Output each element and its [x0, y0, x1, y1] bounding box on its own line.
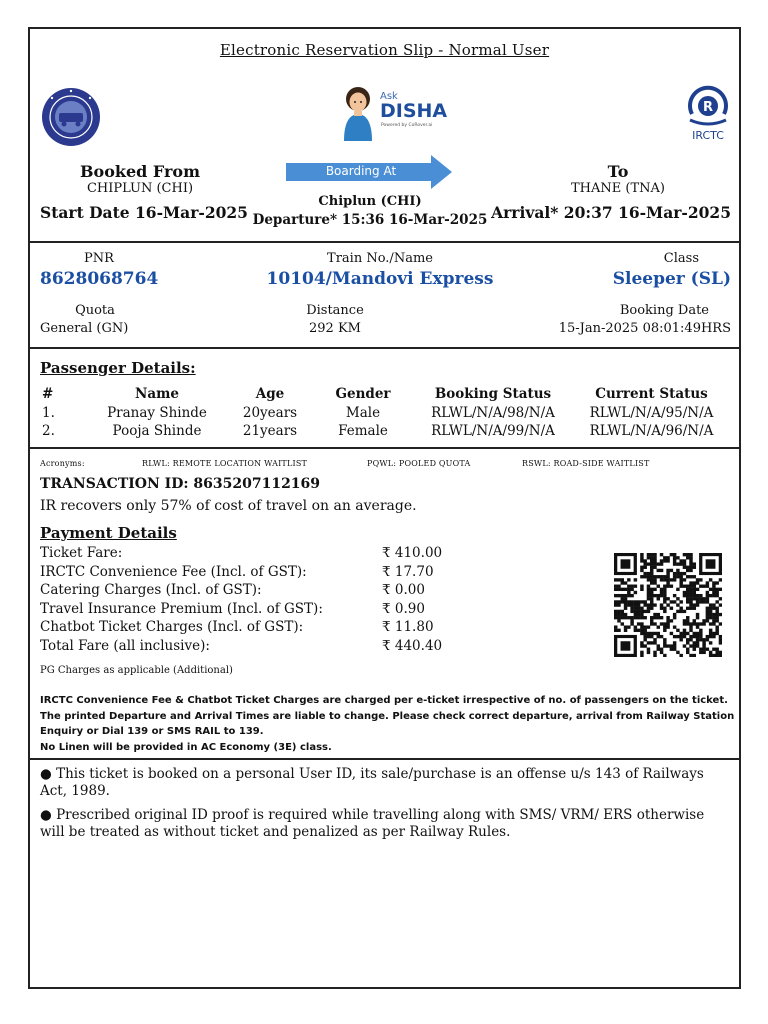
to-heading: To	[607, 162, 629, 181]
table-row	[40, 422, 735, 440]
distance-label: Distance	[306, 303, 364, 318]
disha-ask-text: Ask	[380, 91, 398, 102]
from-station: CHIPLUN (CHI)	[86, 181, 194, 196]
irctc-logo-text: IRCTC	[692, 129, 724, 142]
current-status: RLWL/N/A/95/N/A	[589, 405, 714, 421]
divider	[30, 347, 739, 349]
fare-value: ₹ 0.90	[382, 600, 425, 617]
class-value: Sleeper (SL)	[612, 269, 731, 289]
fare-label: Total Fare (all inclusive):	[40, 637, 210, 654]
fare-label: Travel Insurance Premium (Incl. of GST):	[40, 600, 323, 617]
acronym-rswl: RSWL: ROAD-SIDE WAITLIST	[522, 459, 650, 468]
fare-label: Chatbot Ticket Charges (Incl. of GST):	[40, 619, 304, 636]
distance-value: 292 KM	[309, 321, 361, 336]
cost-recovery-note: IR recovers only 57% of cost of travel on an average.	[40, 498, 417, 514]
column-header: #	[42, 386, 54, 402]
disha-logo	[338, 85, 458, 141]
svg-text:R: R	[702, 100, 714, 115]
passenger-gender: Male	[345, 405, 381, 421]
divider	[30, 447, 739, 449]
divider	[30, 758, 739, 760]
disha-name-text: DISHA	[380, 100, 448, 122]
departure-time: Departure* 15:36 16-Mar-2025	[252, 212, 488, 228]
booking-status: RLWL/N/A/99/N/A	[431, 423, 555, 439]
payment-heading: Payment Details	[40, 524, 177, 542]
pg-charges-note: PG Charges as applicable (Additional)	[40, 665, 233, 676]
passenger-heading: Passenger Details:	[40, 359, 196, 377]
fare-row	[40, 581, 442, 600]
table-row	[40, 404, 735, 422]
passenger-number: 2.	[42, 423, 55, 439]
train-label: Train No./Name	[327, 251, 433, 266]
footer-bullet: ● Prescribed original ID proof is required while travelling along with SMS/ VRM/ ERS otherwise will be treated as without ticket and penalized as per Railway Rules.	[40, 807, 705, 840]
column-header: Name	[135, 386, 179, 402]
passenger-age: 20years	[242, 405, 298, 421]
divider	[30, 241, 739, 243]
footer-bullet: ● This ticket is booked on a personal User ID, its sale/purchase is an offense u/s 143 of Railways Act, 1989.	[40, 766, 704, 799]
booking-date-value: 15-Jan-2025 08:01:49HRS	[558, 321, 731, 336]
column-header: Age	[255, 386, 285, 402]
fare-label: Catering Charges (Incl. of GST):	[40, 582, 262, 599]
fare-row	[40, 637, 442, 656]
class-label: Class	[663, 251, 699, 266]
from-heading: Booked From	[80, 162, 200, 181]
pnr-label: PNR	[84, 251, 114, 266]
quota-value: General (GN)	[40, 321, 129, 336]
booking-date-label: Booking Date	[619, 303, 709, 318]
fare-row	[40, 563, 442, 582]
passenger-name: Pranay Shinde	[107, 405, 207, 421]
fare-value: ₹ 11.80	[382, 619, 434, 636]
passenger-table	[40, 384, 735, 440]
slip-title: Electronic Reservation Slip - Normal User	[219, 41, 550, 59]
current-status: RLWL/N/A/96/N/A	[589, 423, 714, 439]
to-station: THANE (TNA)	[571, 181, 665, 196]
note-line: IRCTC Convenience Fee & Chatbot Ticket Charges are charged per e-ticket irrespective of no. of passengers on the ticket.	[40, 695, 728, 706]
irctc-logo	[680, 84, 736, 144]
indian-railways-emblem	[40, 86, 102, 148]
boarding-arrow-label: Boarding At	[325, 164, 397, 178]
fare-row	[40, 600, 442, 619]
start-date: Start Date 16-Mar-2025	[40, 203, 248, 222]
booking-status: RLWL/N/A/98/N/A	[431, 405, 555, 421]
disha-avatar-icon	[338, 85, 378, 141]
note-line: Enquiry or Dial 139 or SMS RAIL to 139.	[40, 726, 264, 737]
note-line: The printed Departure and Arrival Times are liable to change. Please check correct departure, arrival from Railway Station	[40, 711, 735, 722]
passenger-number: 1.	[42, 405, 55, 421]
column-header: Current Status	[595, 386, 708, 402]
arrival-time: Arrival* 20:37 16-Mar-2025	[491, 203, 731, 222]
fare-value: ₹ 0.00	[382, 582, 425, 599]
passenger-age: 21years	[242, 423, 298, 439]
fare-value: ₹ 17.70	[382, 563, 434, 580]
pnr-value: 8628068764	[40, 269, 159, 289]
boarding-arrow	[286, 155, 452, 189]
fare-label: IRCTC Convenience Fee (Incl. of GST):	[40, 563, 307, 580]
fare-label: Ticket Fare:	[40, 545, 123, 562]
irctc-emblem-icon	[684, 84, 732, 128]
boarding-station: Chiplun (CHI)	[318, 194, 422, 209]
fare-value: ₹ 440.40	[382, 637, 443, 654]
reservation-slip	[28, 27, 741, 989]
disha-powered-text: Powered by CoRover.ai	[381, 123, 433, 128]
passenger-gender: Female	[338, 423, 388, 439]
column-header: Gender	[335, 386, 391, 402]
qr-code	[614, 553, 722, 657]
train-value: 10104/Mandovi Express	[266, 269, 494, 289]
note-line: No Linen will be provided in AC Economy (3E) class.	[40, 742, 332, 753]
fare-row	[40, 544, 442, 563]
acronym-rlwl: RLWL: REMOTE LOCATION WAITLIST	[142, 459, 308, 468]
acronym-pqwl: PQWL: POOLED QUOTA	[367, 459, 471, 468]
fare-value: ₹ 410.00	[382, 545, 443, 562]
fare-row	[40, 618, 442, 637]
transaction-id: TRANSACTION ID: 8635207112169	[40, 476, 321, 492]
column-header: Booking Status	[434, 386, 552, 402]
fare-table	[40, 544, 442, 655]
passenger-table-header	[40, 384, 735, 404]
acronyms-label: Acronyms:	[40, 459, 85, 468]
passenger-name: Pooja Shinde	[112, 423, 202, 439]
quota-label: Quota	[75, 303, 115, 318]
